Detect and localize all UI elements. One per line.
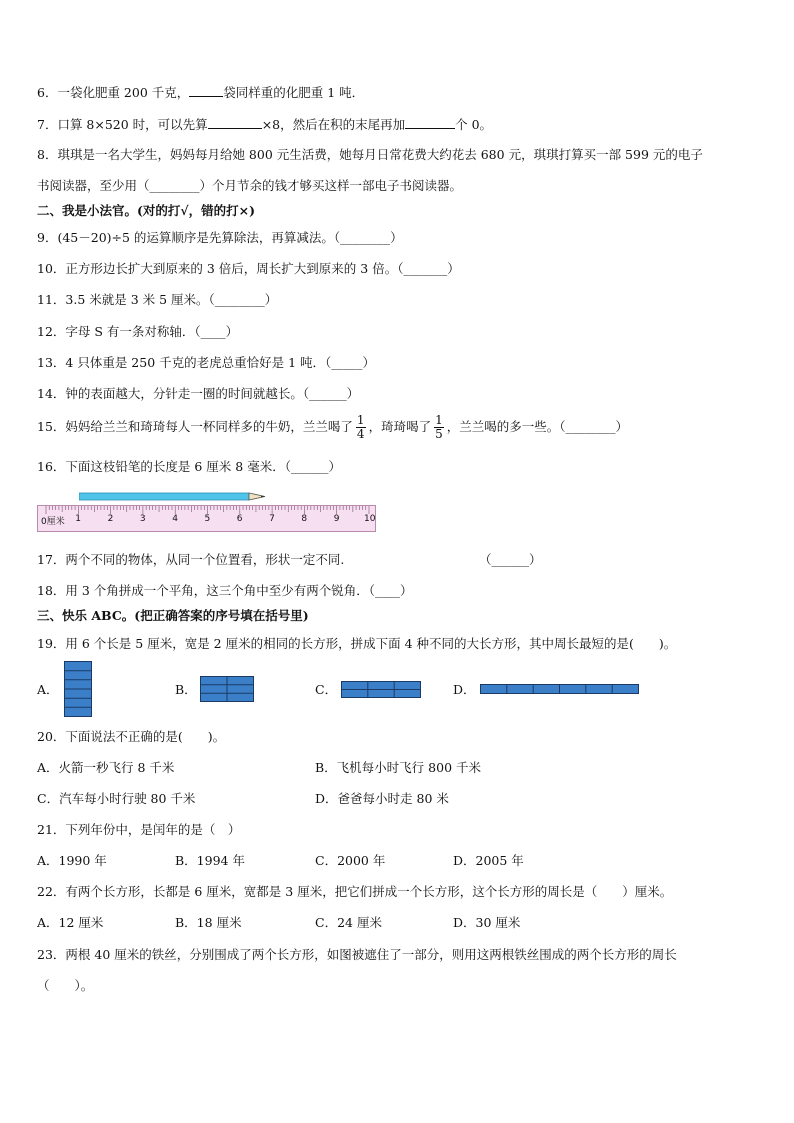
option-b-label[interactable]: B．	[175, 682, 197, 697]
option-c[interactable]: C．2000 年	[315, 853, 386, 868]
ruler-tick-label: 6	[236, 514, 243, 524]
answer-blank[interactable]	[208, 116, 262, 129]
answer-blank[interactable]	[189, 84, 223, 97]
option-b[interactable]: B．飞机每小时飞行 800 千米	[315, 760, 481, 775]
option-a-label[interactable]: A．	[37, 682, 59, 697]
option-d[interactable]: D．30 厘米	[453, 915, 521, 930]
question-21: 21．下列年份中，是闰年的是（ ）	[37, 822, 241, 837]
ruler-tick-label: 7	[269, 514, 275, 524]
question-23-line2: （ ）。	[37, 978, 94, 993]
ruler-tick-label: 10	[364, 514, 376, 524]
question-10: 10．正方形边长扩大到原来的 3 倍后，周长扩大到原来的 3 倍。（_______）	[37, 261, 460, 276]
ruler-tick-label: 4	[172, 514, 178, 524]
pencil-figure	[79, 491, 269, 503]
question-23-line1: 23．两根 40 厘米的铁丝，分别围成了两个长方形，如图被遮住了一部分，则用这两根铁丝围成的两个长方形的周长	[37, 947, 677, 962]
option-d[interactable]: D．2005 年	[453, 853, 524, 868]
option-a[interactable]: A．火箭一秒飞行 8 千米	[37, 760, 175, 775]
section-2-heading: 二、我是小法官。(对的打√，错的打×)	[37, 203, 256, 218]
question-13: 13．4 只体重是 250 千克的老虎总重恰好是 1 吨．（_____）	[37, 355, 376, 370]
option-c-figure	[341, 681, 422, 699]
option-a-figure	[64, 661, 93, 718]
option-d-label[interactable]: D．	[453, 682, 476, 697]
question-17-answer[interactable]: （______）	[479, 552, 542, 567]
question-16: 16．下面这枝铅笔的长度是 6 厘米 8 毫米．（______）	[37, 459, 341, 474]
option-c-label[interactable]: C．	[315, 682, 338, 697]
question-18: 18．用 3 个角拼成一个平角，这三个角中至少有两个锐角．（____）	[37, 583, 413, 598]
section-3-heading: 三、快乐 ABC。(把正确答案的序号填在括号里)	[37, 608, 309, 623]
ruler-tick-label: 1	[75, 514, 82, 524]
answer-blank[interactable]	[405, 116, 455, 129]
option-a[interactable]: A．1990 年	[37, 853, 107, 868]
ruler-unit-label: 0厘米	[41, 517, 65, 527]
option-a[interactable]: A．12 厘米	[37, 915, 104, 930]
question-19: 19．用 6 个长是 5 厘米，宽是 2 厘米的相同的长方形，拼成下面 4 种不同的大长方形，其中周长最短的是( )。	[37, 636, 677, 651]
question-7: 7．口算 8×520 时，可以先算 ×8，然后在积的末尾再加 个 0。	[37, 117, 493, 132]
fraction-one-quarter: $\frac{1}{4}$	[356, 413, 365, 441]
question-8-line2: 书阅读器，至少用（________）个月节余的钱才够买这样一部电子书阅读器。	[37, 178, 463, 193]
option-c[interactable]: C．汽车每小时行驶 80 千米	[37, 791, 196, 806]
ruler	[37, 505, 376, 532]
option-b-figure	[200, 676, 255, 703]
question-14: 14．钟的表面越大，分针走一圈的时间就越长。（______）	[37, 386, 360, 401]
question-8-line1: 8．琪琪是一名大学生，妈妈每月给她 800 元生活费，她每月日常花费大约花去 680 元，琪琪打算买一部 599 元的电子	[37, 147, 703, 162]
option-b[interactable]: B．1994 年	[175, 853, 245, 868]
option-c[interactable]: C．24 厘米	[315, 915, 382, 930]
question-20: 20．下面说法不正确的是( )。	[37, 729, 226, 744]
question-12: 12．字母 S 有一条对称轴．（____）	[37, 324, 239, 339]
ruler-tick-label: 2	[107, 514, 114, 524]
ruler-tick-label: 8	[301, 514, 308, 524]
ruler-tick-label: 9	[333, 514, 340, 524]
fraction-one-fifth: $\frac{1}{5}$	[435, 413, 443, 441]
question-11: 11．3.5 米就是 3 米 5 厘米。（________）	[37, 292, 278, 307]
question-15: 15．妈妈给兰兰和琦琦每人一杯同样多的牛奶，兰兰喝了 $\frac{1}{4}$ ，琦琦喝了 $\frac{1}{5}$ ，兰兰喝的多一些。（________）	[37, 413, 628, 441]
option-d[interactable]: D．爸爸每小时走 80 米	[315, 791, 449, 806]
question-22: 22．有两个长方形，长都是 6 厘米，宽都是 3 厘米，把它们拼成一个长方形，这个长方形的周长是（ ）厘米。	[37, 884, 673, 899]
question-9: 9．(45－20)÷5 的运算顺序是先算除法，再算减法。（________）	[37, 230, 403, 245]
option-b[interactable]: B．18 厘米	[175, 915, 242, 930]
ruler-tick-label: 5	[204, 514, 211, 524]
option-d-figure	[480, 684, 640, 695]
question-6: 6．一袋化肥重 200 千克， 袋同样重的化肥重 1 吨．	[37, 85, 365, 100]
question-17: 17．两个不同的物体，从同一个位置看，形状一定不同.	[37, 552, 345, 567]
ruler-tick-label: 3	[139, 514, 146, 524]
